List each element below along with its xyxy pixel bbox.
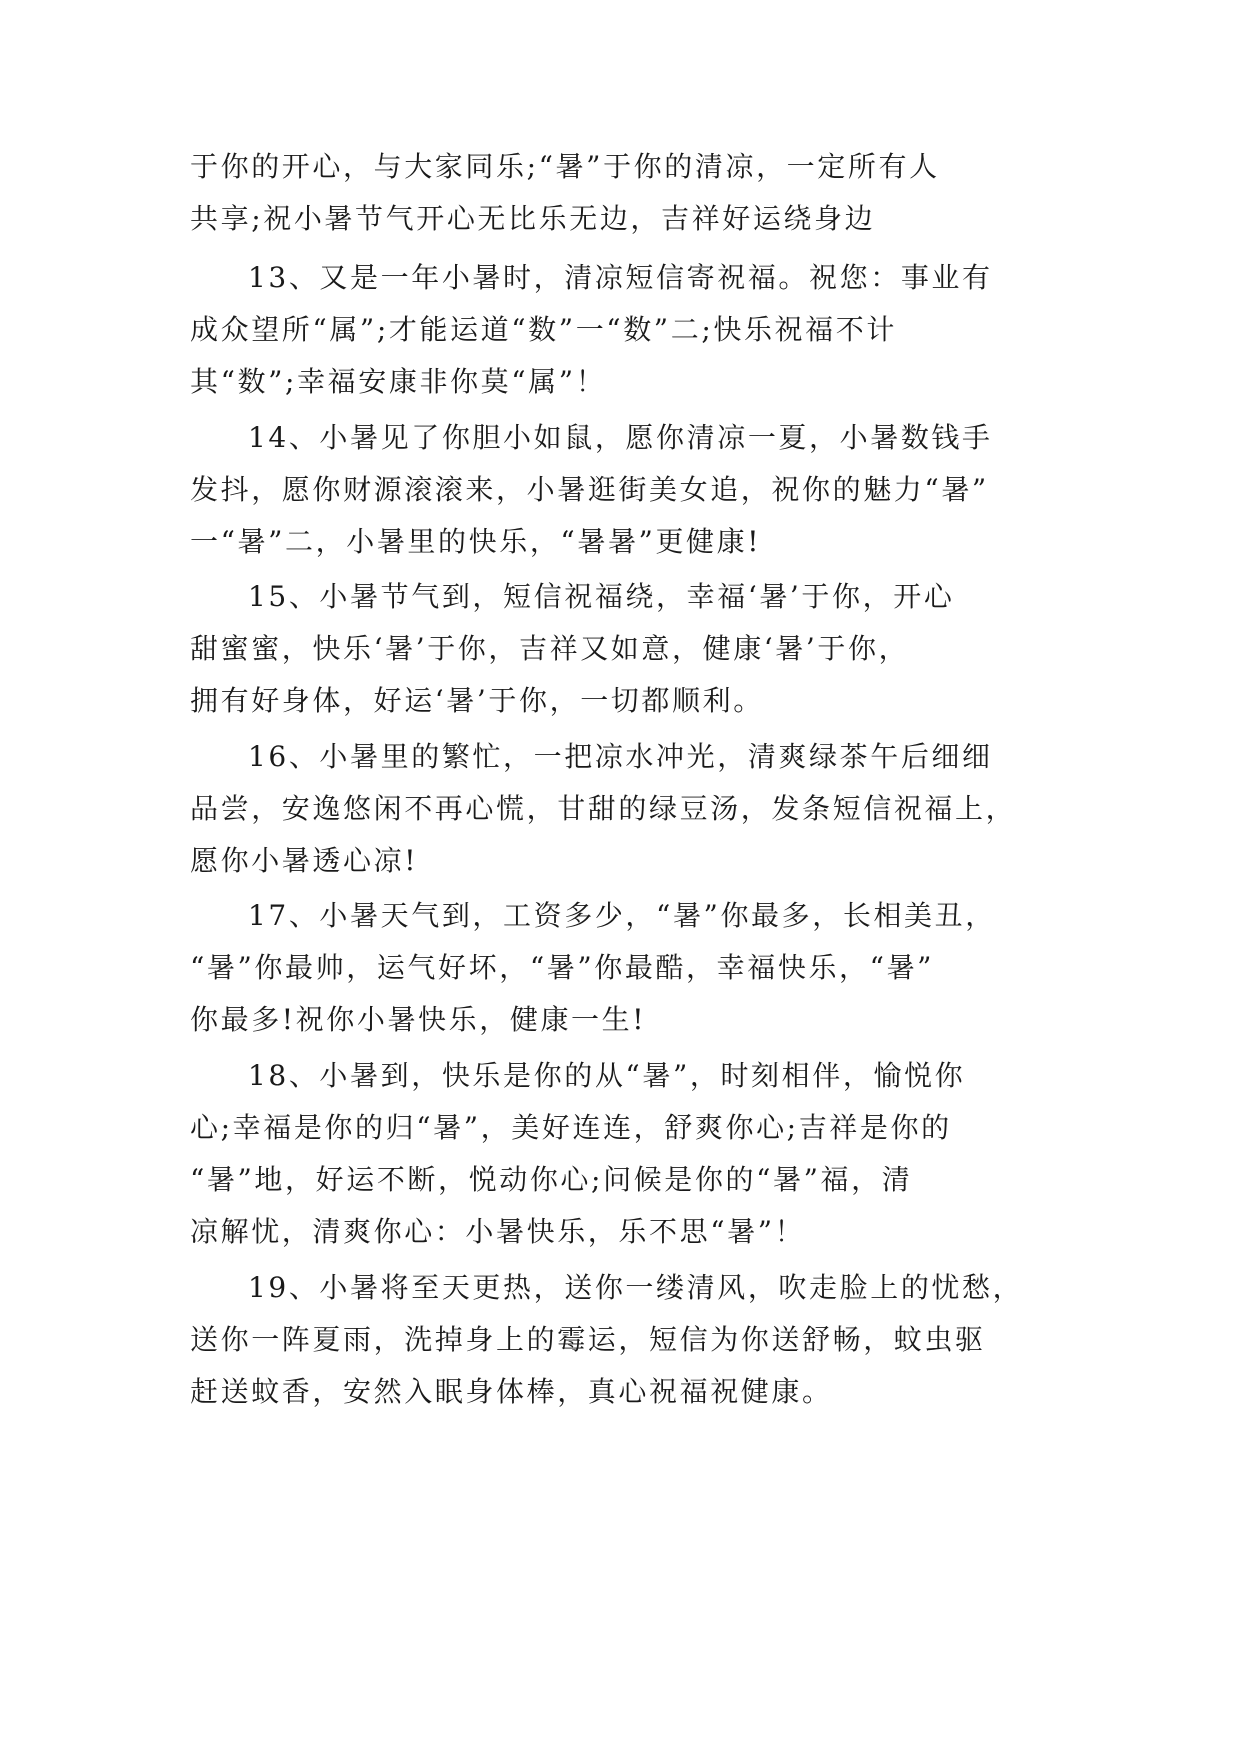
paragraph-17-first-line: 17、小暑天气到，工资多少，“暑”你最多，长相美丑， [248, 899, 996, 932]
paragraph-line: “暑”地，好运不断，悦动你心;问候是你的“暑”福，清 [190, 1163, 913, 1196]
paragraph-line: 赶送蚊香，安然入眠身体棒，真心祝福祝健康。 [190, 1375, 833, 1408]
paragraph-line: 愿你小暑透心凉! [190, 844, 419, 877]
paragraph-14-first-line: 14、小暑见了你胆小如鼠，愿你清凉一夏，小暑数钱手 [248, 421, 993, 454]
paragraph-line: 一“暑”二，小暑里的快乐，“暑暑”更健康! [190, 525, 762, 558]
paragraph-line: 其“数”;幸福安康非你莫“属”！ [190, 365, 607, 398]
paragraph-18-first-line: 18、小暑到，快乐是你的从“暑”，时刻相伴，愉悦你 [248, 1059, 966, 1092]
paragraph-line: 于你的开心，与大家同乐;“暑”于你的清凉，一定所有人 [190, 150, 940, 183]
paragraph-line: 成众望所“属”;才能运道“数”一“数”二;快乐祝福不计 [190, 313, 897, 346]
paragraph-line: 发抖，愿你财源滚滚来，小暑逛街美女追，祝你的魅力“暑” [190, 473, 989, 506]
paragraph-line: 品尝，安逸悠闲不再心慌，甘甜的绿豆汤，发条短信祝福上， [190, 792, 1017, 825]
paragraph-19-first-line: 19、小暑将至天更热，送你一缕清风，吹走脸上的忧愁， [248, 1271, 1024, 1304]
paragraph-line: 凉解忧，清爽你心：小暑快乐，乐不思“暑”！ [190, 1215, 806, 1248]
paragraph-line: 共享;祝小暑节气开心无比乐无边，吉祥好运绕身边 [190, 202, 876, 235]
paragraph-16-first-line: 16、小暑里的繁忙，一把凉水冲光，清爽绿茶午后细细 [248, 740, 993, 773]
paragraph-line: 送你一阵夏雨，洗掉身上的霉运，短信为你送舒畅，蚊虫驱 [190, 1323, 986, 1356]
paragraph-15-first-line: 15、小暑节气到，短信祝福绕，幸福‘暑’于你，开心 [248, 580, 955, 613]
paragraph-line: 你最多!祝你小暑快乐，健康一生! [190, 1003, 647, 1036]
paragraph-line: 甜蜜蜜，快乐‘暑’于你，吉祥又如意，健康‘暑’于你， [190, 632, 910, 665]
paragraph-line: “暑”你最帅，运气好坏，“暑”你最酷，幸福快乐，“暑” [190, 951, 935, 984]
paragraph-line: 心;幸福是你的归“暑”，美好连连，舒爽你心;吉祥是你的 [190, 1111, 952, 1144]
paragraph-13-first-line: 13、又是一年小暑时，清凉短信寄祝福。祝您：事业有 [248, 261, 993, 294]
paragraph-line: 拥有好身体，好运‘暑’于你，一切都顺利。 [190, 684, 764, 717]
